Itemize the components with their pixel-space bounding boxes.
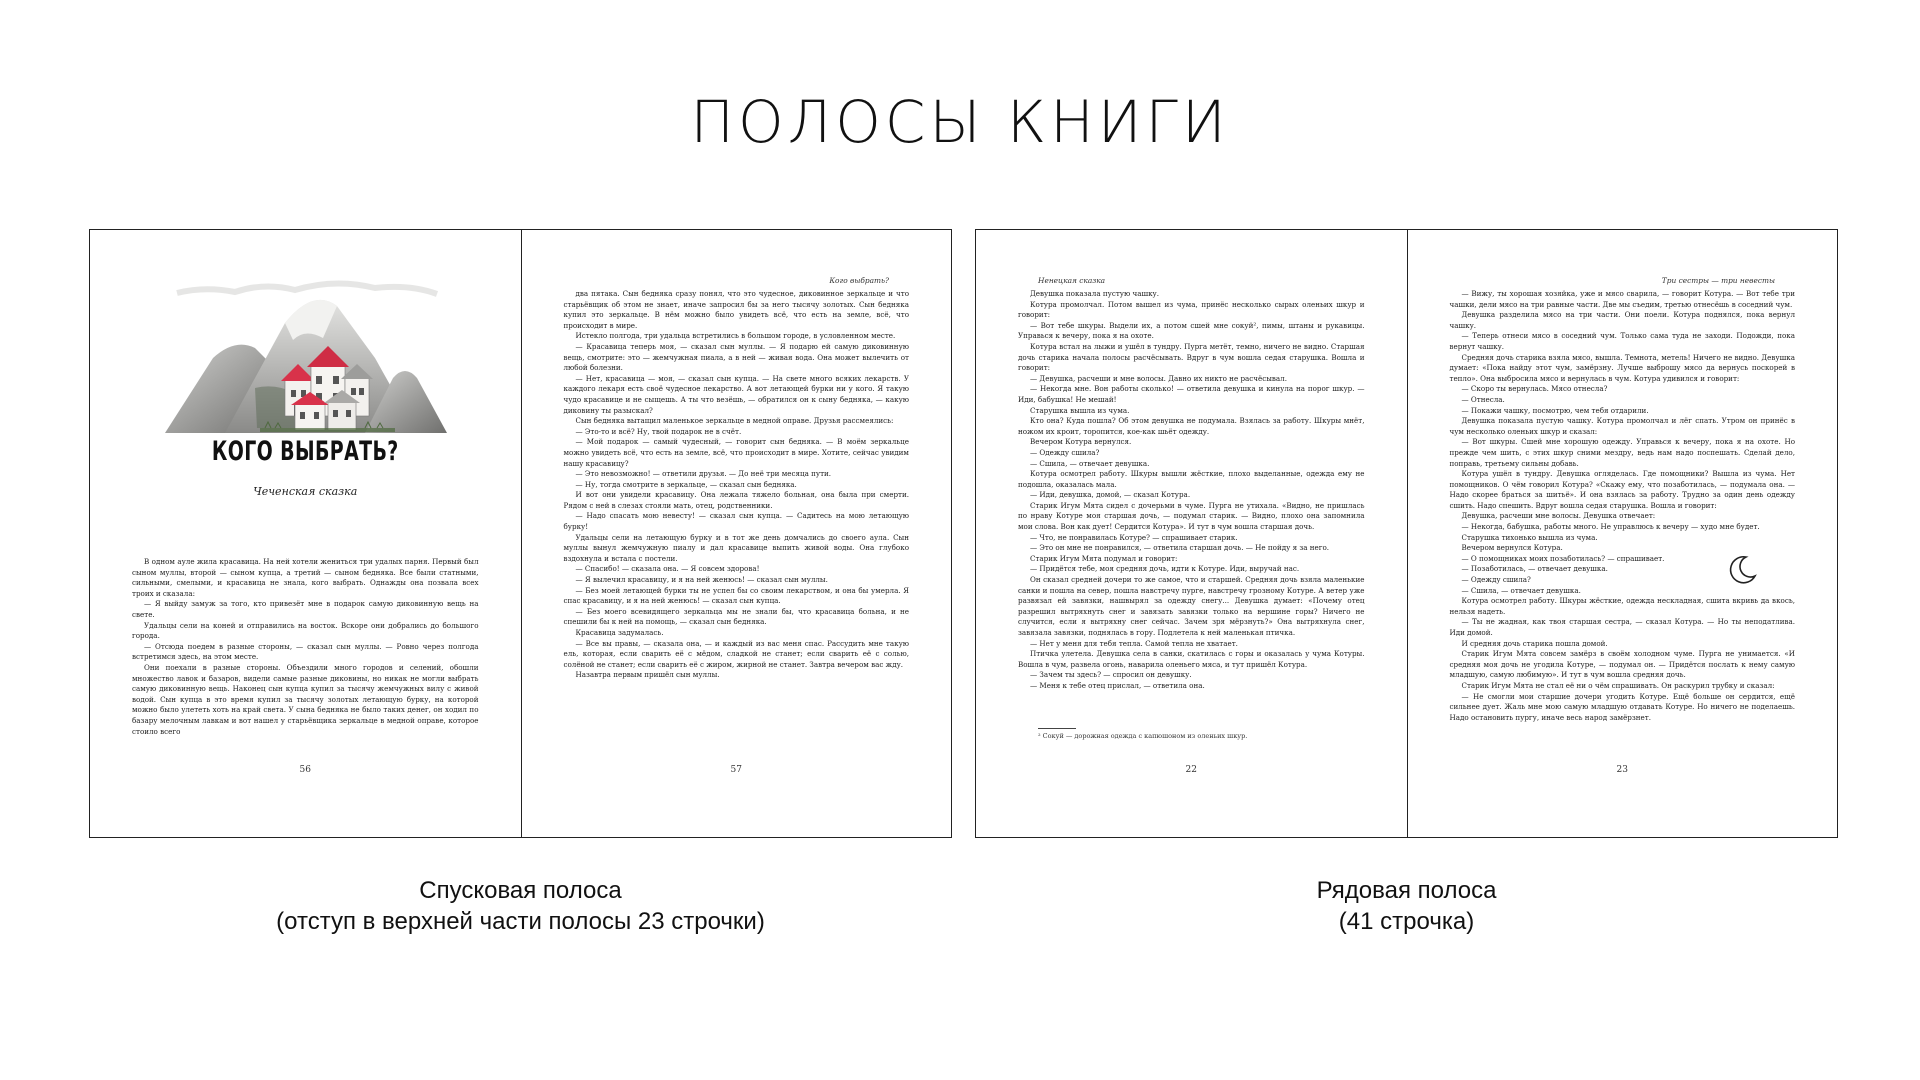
- paragraph: Птичка улетела. Девушка села в санки, скатилась с горы и оказалась у чума Котуры. Вошла в чум, развела огонь, наварила оленьего мяса, и тут пришёл Котура.: [1018, 649, 1365, 669]
- footnote-rule: [1038, 728, 1076, 729]
- paragraph: Котура осмотрел работу. Шкуры вышли жёсткие, плохо выделанные, одежда ему не подошла, оказалась мала.: [1018, 469, 1365, 489]
- paragraph: — Сшила, — отвечает девушка.: [1461, 585, 1581, 595]
- caption-title: Рядовая полоса: [1316, 877, 1497, 904]
- paragraph: Вечером Котура вернулся.: [1030, 437, 1132, 447]
- paragraph: — Все вы правы, — сказала она, — и каждый из вас меня спас. Рассудить мне такую ель, которая, если сварить её с мёдом, сладкой не станет; если сварить её с солью, солёной не станет; если сварить её с жиром, жирной не станет. Завтра вечером вас жду.: [563, 638, 909, 669]
- spread-drop-page: [89, 229, 952, 838]
- paragraph: — Скоро ты вернулась. Мясо отнесла?: [1461, 384, 1608, 394]
- crescent-moon-icon: [1726, 554, 1758, 586]
- paragraph: — Вот тебе шкуры. Выдели их, а потом сшей мне сокуй², пимы, штаны и рукавицы. Управься к вечеру, пока я на охоте.: [1018, 320, 1365, 341]
- spread-regular-page: [975, 229, 1838, 838]
- paragraph: — Сшила, — отвечает девушка.: [1030, 458, 1150, 468]
- paragraph: В одном ауле жила красавица. На ней хотели жениться три удалых парня. Первый был сыном муллы, второй — сыном купца, а третий — сыном бедняка. Все были статными, сильными, смелыми, и красавица не знала, кого выбрать. Однажды она позвала всех троих и сказала:: [132, 557, 479, 598]
- paragraph: — Это-то и всё? Ну, твой подарок не в счёт.: [575, 426, 742, 436]
- paragraph: — Придётся тебе, моя средняя дочь, идти к Котуре. Иди, выручай нас.: [1030, 564, 1300, 574]
- paragraph: Девушка разделила мясо на три части. Они поели. Котура поднялся, пока вернул чашку.: [1449, 310, 1795, 330]
- paragraph: Старик Игум Мята сидел с дочерьми в чуме. Пурга не утихала. «Видно, не пришлась по нраву Котуре моя старшая дочь, — подумал старик. — Видно, плохо она запомнила мои слова. Вон как дует! Сердится Котура». И тут в чум вошла старшая дочь.: [1018, 500, 1365, 532]
- paragraph: — Ну, тогда смотрите в зеркальце, — сказал сын бедняка.: [575, 479, 797, 489]
- paragraph: Он сказал средней дочери то же самое, что и старшей. Средняя дочь взяла маленькие санки и пошла на север, пошла навстречу пурге, навстречу грозному Котуре. А ветер уже развязал ей завязки, нашвырял за одежду снегу... Девушка думает: «Почему отец разрешил вытряхнуть снег и завязать завязки только на вершине горы? Ничего не случится, если я вытряхну снег сейчас. Зачем зря мёрзнуть?» Она вытряхнула снег, завязала завязки, поднялась в гору. Подлетела к ней маленькая птичка.: [1018, 575, 1365, 637]
- paragraph: — Теперь отнеси мясо в соседний чум. Только сама туда не заходи. Подожди, пока вернут чашку.: [1449, 331, 1795, 351]
- paragraph: — Что, не понравилась Котуре? — спрашивает старик.: [1030, 532, 1238, 542]
- body-text-22: [1018, 289, 1365, 692]
- paragraph: — Нет у меня для тебя тепла. Самой тепла не хватает.: [1030, 638, 1238, 648]
- paragraph: — Без моей летающей бурки ты не успел бы со своим лекарством, и она бы умерла. Я спас красавицу, и я на ней женюсь! — сказал сын купца.: [563, 585, 909, 606]
- caption-drop-page: [89, 875, 952, 937]
- paragraph: — Иди, девушка, домой, — сказал Котура.: [1030, 490, 1191, 500]
- paragraph: — Ты не жадная, как твоя старшая сестра, — сказал Котура. — Но ты неподатлива. Иди домой.: [1449, 617, 1795, 637]
- paragraph: два пятака. Сын бедняка сразу понял, что это чудесное, диковинное зеркальце и что старьёвщик об этом не знает, иначе запросил бы за него тысячу золотых. Сын бедняка купил это зеркальце. В нём можно было увидеть всё, что есть на земле, всё, что происходит в мире.: [563, 289, 909, 330]
- paragraph: — Спасибо! — сказала она. — Я совсем здорова!: [575, 564, 760, 574]
- chapter-subtitle: Чеченская сказка: [253, 485, 358, 498]
- paragraph: — Зачем ты здесь? — спросил он девушку.: [1030, 670, 1192, 680]
- chapter-title: КОГО ВЫБРАТЬ?: [211, 436, 399, 467]
- paragraph: — Отсюда поедем в разные стороны, — сказал сын муллы. — Ровно через полгода встретимся здесь, на этом месте.: [132, 641, 479, 662]
- paragraph: — Без моего всевидящего зеркальца мы не знали бы, что красавица больна, и не спешили бы к ней на помощь, — сказал сын бедняка.: [563, 606, 909, 627]
- paragraph: Котура осмотрел работу. Шкуры жёсткие, одежда нескладная, сшита вкривь да вкось, нельзя надеть.: [1449, 596, 1795, 616]
- paragraph: Старик Игум Мята подумал и говорит:: [1030, 553, 1178, 563]
- paragraph: — Красавица теперь моя, — сказал сын муллы. — Я подарю ей самую диковинную вещь, смотрите: это — жемчужная пиала, а в ней — живая вода. Она может вылечить от любой болезни.: [563, 341, 909, 373]
- paragraph: — Отнесла.: [1461, 394, 1505, 404]
- paragraph: Красавица задумалась.: [575, 628, 664, 637]
- paragraph: Девушка, расчеши мне волосы. Девушка отвечает:: [1461, 511, 1656, 521]
- paragraph: Старик Игум Мята совсем замёрз в своём холодном чуме. Пурга не унимается. «И средняя моя дочь не угодила Котуре, — подумал он. — Придётся послать к нему самую младшую, самую любимую». И тут в чум вошла средняя дочь.: [1449, 649, 1795, 680]
- paragraph: — Покажи чашку, посмотрю, чем тебя отдарили.: [1461, 405, 1649, 415]
- paragraph: — Вижу, ты хорошая хозяйка, уже и мясо сварила, — говорит Котура. — Вот тебе три чашки, дели мясо на три равные части. Две мы съедим, третью отнесёшь в соседний чум.: [1449, 289, 1795, 309]
- paragraph: Девушка показала пустую чашку.: [1030, 289, 1160, 298]
- paragraph: И вот они увидели красавицу. Она лежала тяжело больная, она была при смерти. Рядом с ней в слезах стояли мать, отец, родственники.: [563, 490, 909, 510]
- paragraph: Старик Игум Мята не стал её ни о чём спрашивать. Он раскурил трубку и сказал:: [1461, 680, 1775, 690]
- paragraph: — Некогда мне. Вон работы сколько! — ответила девушка и кинула на порог шкур. — Иди, бабушка! Не мешай!: [1018, 384, 1365, 404]
- paragraph: Котура промолчал. Потом вышел из чума, принёс несколько сырых оленьих шкур и говорит:: [1018, 299, 1365, 320]
- paragraph: — Это он мне не понравился, — ответила старшая дочь. — Не пойду я за него.: [1030, 543, 1330, 553]
- page-number: 23: [1616, 765, 1628, 775]
- paragraph: — Нет, красавица — моя, — сказал сын купца. — На свете много всяких лекарств. У каждого лекаря есть своё чудесное лекарство. А вот летающей бурки ни у кого. Я такую чудо красавице и не сыщешь. А ты что везёшь, — обратился он к сыну бедняка, — какую диковину ты разыскал?: [563, 373, 909, 415]
- caption-note: (отступ в верхней части полосы 23 строчки): [276, 908, 765, 935]
- running-head: Кого выбрать?: [829, 276, 889, 285]
- page-22: [976, 230, 1407, 837]
- paragraph: Они поехали в разные стороны. Объездили много городов и селений, обошли множество лавок и базаров, видели самые разные диковины, но никак не могли выбрать самую диковинную вещь. Наконец сын купца купил за тысячу жемчужных вилу с живой водой. Сын купца в это время купил за тысячу золотых летающую бурку, на которой можно было улететь хоть на край света. У сына бедняка не было таких денег, он ходил по базару мелочным лавкам и вот нашел у старьёвщика зеркальце в медной оправе, которое стоило всего: [132, 662, 479, 736]
- paragraph: Старушка вышла из чума.: [1030, 405, 1130, 415]
- paragraph: — Девушка, расчеши и мне волосы. Давно их никто не расчёсывал.: [1030, 373, 1287, 383]
- paragraph: — Это невозможно! — ответили друзья. — До неё три месяца пути.: [575, 469, 832, 479]
- paragraph: — Не смогли мои старшие дочери угодить Котуре. Ещё больше он сердится, ещё сильнее дует. Жаль мне мою самую младшую отдавать Котуре. Но ничего не поделаешь. Надо остановить пургу, иначе весь народ замёрзнет.: [1449, 691, 1795, 722]
- paragraph: — Надо спасать мою невесту! — сказал сын купца. — Садитесь на мою летающую бурку!: [563, 511, 909, 532]
- running-head: Три сестры — три невесты: [1661, 276, 1775, 285]
- body-text-57: [564, 289, 910, 681]
- page-57: [521, 230, 952, 837]
- running-head: Ненецкая сказка: [1038, 276, 1106, 285]
- body-text-23: [1450, 289, 1796, 723]
- paragraph: — Вот шкуры. Сшей мне хорошую одежду. Управься к вечеру, пока я на охоте. Но прежде чем шить, с этих шкур сними мездру, ведь нам надо поспешать. Сделай дело, поправь, третьему сильны добавь.: [1449, 437, 1795, 468]
- paragraph: Сын бедняка вытащил маленькое зеркальце в медной оправе. Друзья рассмеялись:: [575, 416, 894, 426]
- paragraph: — Позаботилась, — отвечает девушка.: [1461, 564, 1608, 574]
- page-56: [90, 230, 521, 837]
- paragraph: Средняя дочь старика взяла мясо, вышла. Темнота, метель! Ничего не видно. Девушка думает: «Пока найду этот чум, замёрзну. Лучше выброшу мясо да вернусь поскорей в тепло». Она выбросила мясо и вернулась в чум. Котура удивился и говорит:: [1449, 352, 1795, 383]
- paragraph: И средняя дочь старика пошла домой.: [1461, 638, 1608, 648]
- page-number: 22: [1185, 765, 1197, 775]
- paragraph: — О помощниках моих позаботилась? — спрашивает.: [1461, 553, 1665, 563]
- mountain-village-illustration: [165, 268, 447, 438]
- caption-regular-page: [975, 875, 1838, 937]
- paragraph: Назавтра первым пришёл сын муллы.: [575, 670, 720, 680]
- paragraph: Девушка показала пустую чашку. Котура промолчал и лёг спать. Утром он принёс в чум несколько оленьих шкур и сказал:: [1449, 416, 1795, 436]
- paragraph: — Мой подарок — самый чудесный, — говорит сын бедняка. — В моём зеркальце можно увидеть всё, что есть на земле, всё, что происходит в мире. Хотите, сейчас увидим нашу красавицу?: [563, 437, 909, 468]
- paragraph: Старушка тихонько вышла из чума.: [1461, 532, 1598, 542]
- paragraph: Котура встал на лыжи и ушёл в тундру. Пурга метёт, темно, ничего не видно. Старшая дочь старика начала полосы расчёсывать. Вдруг в чум вошла седая старушка. Вошла и говорит:: [1018, 341, 1365, 373]
- paragraph: — Одежду сшила?: [1030, 447, 1100, 457]
- paragraph: Истекло полгода, три удальца встретились в большом городе, в условленном месте.: [575, 331, 896, 341]
- paragraph: Удальцы сели на летающую бурку и в тот же день домчались до своего аула. Сын муллы вынул жемчужную пиалу и дал красавице выпить живой воды. Она глубоко вздохнула и встала с постели.: [563, 532, 909, 563]
- paragraph: Котура ушёл в тундру. Девушка огляделась. Где помощники? Вышла из чума. Нет помощников. О чём говорил Котура? «Скажу ему, что позаботилась, — подумала она. — Надо скорее браться за шитьё». И она взялась за работу. Трудно за один день одежду сшить. Надо спешить. Вдруг вошла седая старушка. Вошла и говорит:: [1449, 469, 1795, 510]
- paragraph: Вечером вернулся Котура.: [1461, 543, 1563, 553]
- paragraph: Кто она? Куда пошла? Об этом девушка не подумала. Взялась за работу. Шкуры мнёт, ножом их кроит, торопится, кое-как шьёт одежду.: [1018, 416, 1365, 436]
- paragraph: — Я вылечил красавицу, и я на ней женюсь! — сказал сын муллы.: [575, 575, 828, 585]
- body-text-56: [132, 557, 479, 737]
- page-number: 57: [730, 765, 742, 775]
- page-number: 56: [299, 765, 311, 775]
- paragraph: Удальцы сели на коней и отправились на восток. Вскоре они добрались до большого города.: [132, 620, 479, 641]
- caption-title: Спусковая полоса: [419, 877, 622, 904]
- page-heading: ПОЛОСЫ КНИГИ: [690, 88, 1230, 156]
- page-23: [1407, 230, 1838, 837]
- footnote: ² Сокуй — дорожная одежда с капюшоном из оленьих шкур.: [1038, 732, 1248, 740]
- paragraph: — Я выйду замуж за того, кто привезёт мне в подарок самую диковинную вещь на свете.: [132, 599, 479, 619]
- paragraph: — Меня к тебе отец прислал, — ответила она.: [1030, 680, 1205, 690]
- paragraph: — Некогда, бабушка, работы много. Не управлюсь к вечеру — худо мне будет.: [1461, 522, 1760, 532]
- caption-note: (41 строчка): [1338, 908, 1475, 935]
- paragraph: — Одежду сшила?: [1461, 575, 1531, 585]
